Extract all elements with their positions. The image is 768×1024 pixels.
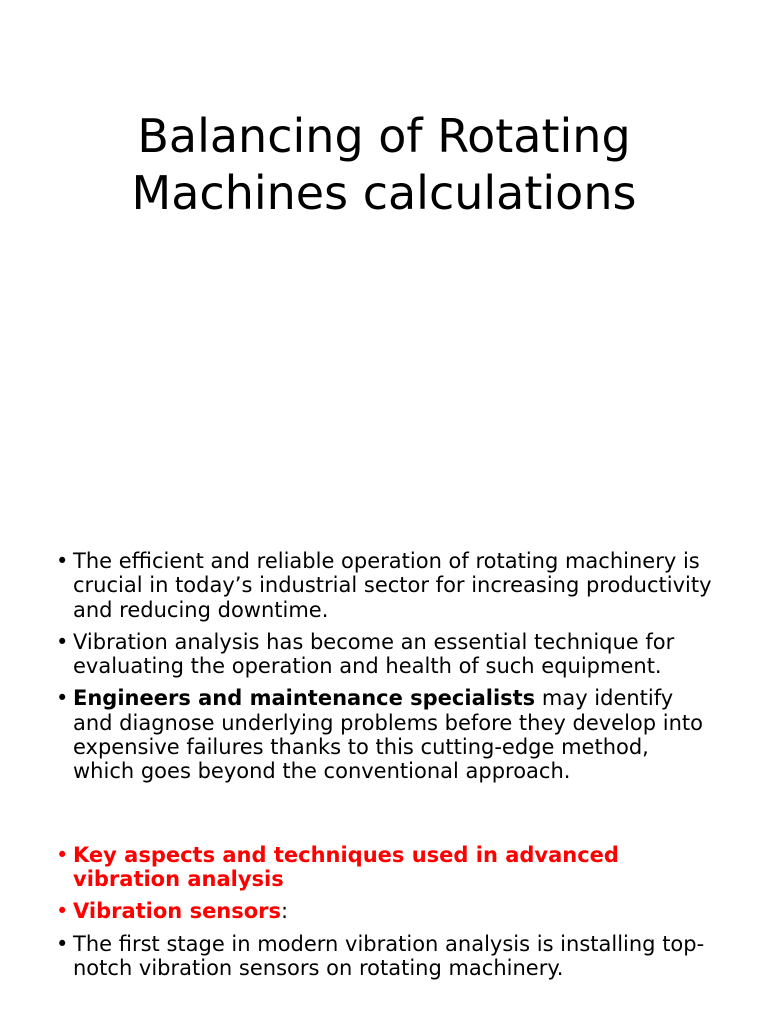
slide-title (0, 108, 768, 222)
bullet-item (56, 630, 716, 679)
bullet-item-highlight (56, 843, 716, 892)
bullet-heading-text: Key aspects and techniques used in advanced vibration analysis (73, 842, 619, 891)
bullet-item (56, 932, 716, 981)
bullet-item-highlight (56, 899, 716, 923)
bullet-heading-text: Vibration sensors (73, 899, 282, 924)
bullet-item (56, 549, 716, 622)
bullet-text: The efficient and reliable operation of rotating machinery is crucial in today’s industrial sector for increasing productivity and reducing downtime. (73, 549, 712, 622)
bullet-dot: • (56, 899, 69, 924)
bullet-bold-text: Engineers and maintenance specialists (73, 686, 536, 711)
title-line-1: Balancing of Rotating (137, 109, 631, 163)
bullet-dot: • (56, 686, 69, 711)
bullet-dot: • (56, 629, 69, 654)
bullet-list (56, 549, 716, 988)
bullet-text: : (281, 899, 289, 924)
bullet-dot: • (56, 931, 69, 956)
bullet-dot: • (56, 842, 69, 867)
bullet-text: Vibration analysis has become an essential technique for evaluating the operation and health of such equipment. (73, 629, 675, 679)
bullet-text: may identify and diagnose underlying problems before they develop into expensive failures thanks to this cutting-edge method, which goes beyond the conventional approach. (73, 686, 703, 784)
bullet-item (56, 686, 716, 783)
bullet-text: The first stage in modern vibration analysis is installing top-notch vibration sensors on rotating machinery. (73, 931, 705, 980)
bullet-dot: • (56, 549, 69, 573)
title-line-2: Machines calculations (131, 166, 637, 220)
